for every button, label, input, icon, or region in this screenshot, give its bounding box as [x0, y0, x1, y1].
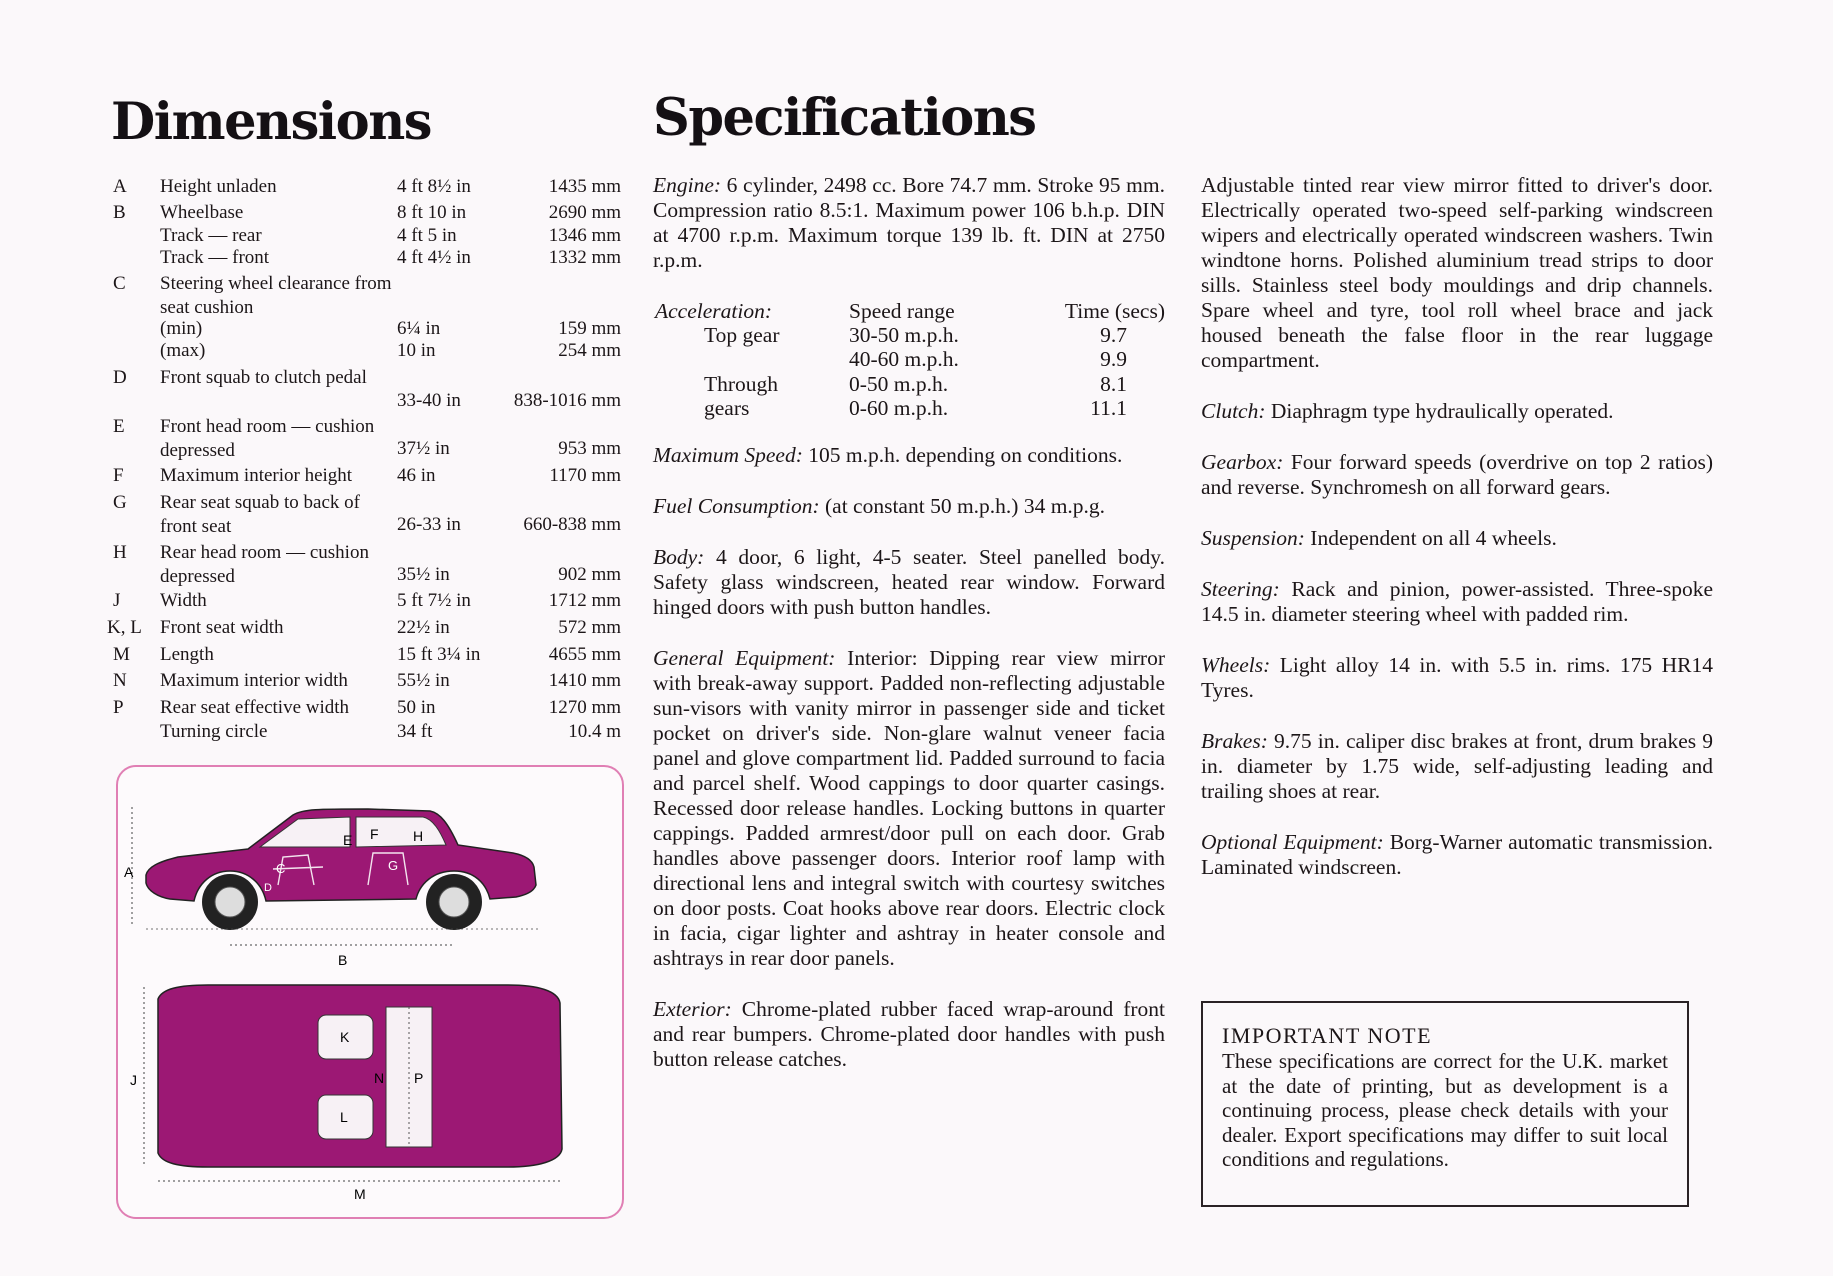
- dimension-label: Turning circle: [160, 721, 268, 742]
- dimension-label: Rear seat effective width: [160, 697, 350, 718]
- spec-term: Engine:: [653, 173, 722, 197]
- dimension-imperial: 4 ft 5 in: [397, 225, 457, 246]
- car-plan-view: [144, 985, 562, 1181]
- label-a: A: [124, 864, 134, 880]
- spec-text: 4 door, 6 light, 4-5 seater. Steel panelled body. Safety glass windscreen, heated rear window. Forward hinged doors with push button handles.: [653, 545, 1165, 619]
- front-hub-icon: [215, 887, 245, 917]
- spec-text: Borg-Warner automatic transmission. Laminated windscreen.: [1201, 830, 1713, 879]
- dimension-row: [111, 175, 621, 201]
- dimension-letter: B: [113, 202, 126, 223]
- spec-term: Fuel Consumption:: [653, 494, 820, 518]
- dimension-row: [111, 643, 621, 669]
- car-diagram-svg: [118, 767, 622, 1217]
- dimension-label: Rear head room — cushion depressed: [160, 542, 369, 587]
- acceleration-range: 30-50 m.p.h.: [849, 323, 959, 347]
- spec-text: Independent on all 4 wheels.: [1304, 526, 1557, 550]
- spec-text: Diaphragm type hydraulically operated.: [1265, 399, 1614, 423]
- dimension-label: (min): [160, 318, 203, 339]
- dimension-letter: K, L: [107, 617, 142, 638]
- specifications-column-right: [1201, 173, 1713, 906]
- dimension-label: Height unladen: [160, 176, 277, 197]
- spec-text: Rack and pinion, power-assisted. Three-spoke 14.5 in. diameter steering wheel with padded rim.: [1201, 577, 1713, 626]
- dimension-imperial: 6¼ in: [397, 318, 441, 339]
- dimension-letter: J: [113, 590, 121, 611]
- acceleration-time: 11.1: [1090, 396, 1127, 420]
- dimension-row: [111, 246, 621, 272]
- label-d: D: [264, 882, 272, 894]
- spec-text: 9.75 in. caliper disc brakes at front, drum brakes 9 in. diameter by 1.75 wide, self-adjusting leading and trailing shoes at rear.: [1201, 729, 1713, 803]
- dimension-row: [111, 541, 621, 589]
- important-note-title: IMPORTANT NOTE: [1222, 1023, 1433, 1048]
- dimension-row: [111, 491, 621, 541]
- dimension-imperial: 46 in: [397, 465, 436, 486]
- dimension-row: [111, 669, 621, 696]
- dimension-metric: 838-1016 mm: [513, 390, 621, 411]
- dimension-label: Front seat width: [160, 617, 284, 638]
- spec-exterior-continued: Adjustable tinted rear view mirror fitted to driver's door. Electrically operated two-speed self-parking windscreen wipers and electrically operated windscreen washers. Twin windtone horns. Polished aluminium tread strips to door sills. Stainless steel body mouldings and drip channels. Spare wheel and tyre, tool roll wheel brace and jack housed beneath the false floor in the rear luggage compartment.: [1201, 173, 1713, 372]
- specifications-column-middle: [653, 173, 1165, 1098]
- spec-term: Maximum Speed:: [653, 443, 803, 467]
- acceleration-table: [653, 299, 1165, 419]
- dimension-imperial: 4 ft 8½ in: [397, 176, 471, 197]
- dimension-letter: H: [113, 542, 127, 563]
- important-note-text: These specifications are correct for the U.K. market at the date of printing, but as development is a continuing process, please check details with your dealer. Export specifications may differ to suit local conditions and regulations.: [1222, 1049, 1668, 1171]
- dimension-label: Track — front: [160, 247, 270, 268]
- dimension-letter: P: [113, 697, 124, 718]
- dimension-metric: 902 mm: [558, 564, 621, 585]
- dimension-row: [111, 339, 621, 366]
- dimension-row: [111, 317, 621, 339]
- dimension-metric: 4655 mm: [548, 644, 621, 665]
- dimension-imperial: 5 ft 7½ in: [397, 590, 471, 611]
- dimension-metric: 572 mm: [558, 617, 621, 638]
- label-b: B: [338, 952, 348, 968]
- spec-text: 6 cylinder, 2498 cc. Bore 74.7 mm. Stroke 95 mm. Compression ratio 8.5:1. Maximum power 106 b.h.p. DIN at 4700 r.p.m. Maximum torque 139 lb. ft. DIN at 2750 r.p.m.: [653, 173, 1165, 272]
- car-side-view: [132, 807, 538, 945]
- label-e: E: [343, 832, 353, 848]
- dimension-row: [111, 366, 621, 415]
- acceleration-col-speed: Speed range: [849, 299, 955, 323]
- acceleration-time: 9.9: [1100, 347, 1127, 371]
- label-l: L: [340, 1109, 348, 1125]
- spec-term: General Equipment:: [653, 646, 836, 670]
- spec-term: Gearbox:: [1201, 450, 1284, 474]
- acceleration-range: 40-60 m.p.h.: [849, 347, 959, 371]
- label-h: H: [413, 828, 424, 844]
- dimension-metric: 953 mm: [558, 438, 621, 459]
- rear-hub-icon: [439, 887, 469, 917]
- dimension-imperial: 33-40 in: [397, 390, 461, 411]
- dimension-metric: 159 mm: [558, 318, 621, 339]
- label-g: G: [388, 858, 399, 873]
- spec-suspension: [1201, 526, 1713, 551]
- dimension-imperial: 4 ft 4½ in: [397, 247, 471, 268]
- car-plan-body: [158, 985, 562, 1167]
- label-k: K: [340, 1029, 350, 1045]
- spec-term: Wheels:: [1201, 653, 1271, 677]
- dimension-label: Length: [160, 644, 214, 665]
- dimension-imperial: 22½ in: [397, 617, 450, 638]
- dimension-label: Front head room — cushion depressed: [160, 416, 375, 461]
- acceleration-gears: gears: [704, 396, 750, 420]
- dimension-metric: 10.4 m: [568, 721, 621, 742]
- spec-clutch: [1201, 399, 1713, 424]
- dimension-label: Front squab to clutch pedal: [160, 367, 367, 388]
- dimension-metric: 1270 mm: [548, 697, 621, 718]
- dimension-imperial: 50 in: [397, 697, 436, 718]
- spec-fuel: [653, 494, 1165, 519]
- spec-term: Exterior:: [653, 997, 732, 1021]
- spec-term: Suspension:: [1201, 526, 1305, 550]
- dimension-metric: 254 mm: [558, 340, 621, 361]
- dimensions-heading: Dimensions: [111, 92, 431, 152]
- spec-gearbox: [1201, 450, 1713, 500]
- spec-text: (at constant 50 m.p.h.) 34 m.p.g.: [819, 494, 1106, 518]
- spec-term: Clutch:: [1201, 399, 1266, 423]
- spec-term: Body:: [653, 545, 705, 569]
- spec-term: Optional Equipment:: [1201, 830, 1384, 854]
- acceleration-top-gear: Top gear: [704, 323, 780, 347]
- dimension-imperial: 15 ft 3¼ in: [397, 644, 481, 665]
- dimension-row: [111, 589, 621, 616]
- dimension-metric: 1170 mm: [549, 465, 621, 486]
- dimensions-table: [107, 175, 621, 744]
- spec-text: 105 m.p.h. depending on conditions.: [802, 443, 1123, 467]
- label-m: M: [354, 1186, 366, 1202]
- dimension-imperial: 10 in: [397, 340, 436, 361]
- label-p: P: [414, 1070, 424, 1086]
- label-j: J: [130, 1072, 137, 1088]
- spec-text: Chrome-plated rubber faced wrap-around front and rear bumpers. Chrome-plated door handles with push button release catches.: [653, 997, 1165, 1071]
- dimension-letter: C: [113, 273, 126, 294]
- dimension-label: Maximum interior height: [160, 465, 353, 486]
- dimension-row: [111, 464, 621, 491]
- label-f: F: [370, 826, 379, 842]
- acceleration-through: Through: [704, 372, 779, 396]
- spec-steering: [1201, 577, 1713, 627]
- spec-term: Brakes:: [1201, 729, 1268, 753]
- dimension-label: Wheelbase: [160, 202, 244, 223]
- label-c: C: [276, 861, 286, 876]
- spec-optional-equipment: [1201, 830, 1713, 880]
- spec-term: Steering:: [1201, 577, 1280, 601]
- dimension-row: [111, 224, 621, 246]
- dimension-row: [111, 696, 621, 720]
- dimension-imperial: 26-33 in: [397, 514, 461, 535]
- dimension-letter: A: [113, 176, 127, 197]
- acceleration-range: 0-60 m.p.h.: [849, 396, 949, 420]
- spec-body: [653, 545, 1165, 620]
- specifications-heading: Specifications: [653, 88, 1036, 148]
- dimension-label: Rear seat squab to back of front seat: [160, 492, 360, 537]
- dimension-label: (max): [160, 340, 206, 361]
- dimension-letter: F: [113, 465, 124, 486]
- acceleration-time: 8.1: [1100, 372, 1127, 396]
- car-dimension-diagram: [116, 765, 624, 1219]
- dimension-letter: G: [113, 492, 127, 513]
- acceleration-range: 0-50 m.p.h.: [849, 372, 949, 396]
- dimension-letter: E: [113, 416, 125, 437]
- spec-engine: [653, 173, 1165, 273]
- spec-general-equipment: [653, 646, 1165, 971]
- spec-exterior: [653, 997, 1165, 1072]
- spec-text: Four forward speeds (overdrive on top 2 ratios) and reverse. Synchromesh on all forward gears.: [1201, 450, 1713, 499]
- dimension-label: Steering wheel clearance from seat cushion: [160, 273, 392, 318]
- important-note-box: [1201, 1001, 1689, 1207]
- dimension-imperial: 55½ in: [397, 670, 450, 691]
- dimension-letter: M: [113, 644, 130, 665]
- spec-text: Light alloy 14 in. with 5.5 in. rims. 175 HR14 Tyres.: [1201, 653, 1713, 702]
- label-n: N: [374, 1070, 385, 1086]
- dimension-letter: D: [113, 367, 127, 388]
- dimension-imperial: 37½ in: [397, 438, 450, 459]
- acceleration-col-time: Time (secs): [1064, 299, 1165, 323]
- dimension-metric: 1410 mm: [548, 670, 621, 691]
- dimension-metric: 1435 mm: [548, 176, 621, 197]
- dimension-imperial: 8 ft 10 in: [397, 202, 467, 223]
- dimension-metric: 1346 mm: [548, 225, 621, 246]
- spec-text: Interior: Dipping rear view mirror with break-away support. Padded non-reflecting adjustable sun-visors with vanity mirror in passenger side and ticket pocket on driver's side. Non-glare walnut veneer facia panel and glove compartment lid. Padded surround to facia and parcel shelf. Wood cappings to door quarter casings. Recessed door release handles. Locking buttons in quarter cappings. Padded armrest/door pull on each door. Grab handles above passenger doors. Interior roof lamp with directional lens and integral switch with courtesy switches on door posts. Coat hooks above rear doors. Electric clock in facia, cigar lighter and ashtray in heater console and ashtrays in rear door panels.: [653, 646, 1165, 970]
- spec-max-speed: [653, 443, 1165, 468]
- acceleration-term: Acceleration:: [655, 299, 773, 323]
- dimension-row: [111, 272, 621, 317]
- dimension-row: [111, 201, 621, 224]
- dimension-row: [107, 616, 621, 643]
- dimension-letter: N: [113, 670, 127, 691]
- dimension-label: Track — rear: [160, 225, 262, 246]
- dimension-metric: 1332 mm: [548, 247, 621, 268]
- dimension-metric: 660-838 mm: [523, 514, 621, 535]
- dimension-row: [111, 415, 621, 464]
- dimension-imperial: 34 ft: [397, 721, 433, 742]
- dimension-metric: 1712 mm: [548, 590, 621, 611]
- dimension-row: [111, 720, 621, 744]
- dimension-label: Width: [160, 590, 207, 611]
- acceleration-time: 9.7: [1100, 323, 1127, 347]
- spec-brakes: [1201, 729, 1713, 804]
- dimension-label: Maximum interior width: [160, 670, 348, 691]
- dimension-metric: 2690 mm: [548, 202, 621, 223]
- spec-wheels: [1201, 653, 1713, 703]
- dimension-imperial: 35½ in: [397, 564, 450, 585]
